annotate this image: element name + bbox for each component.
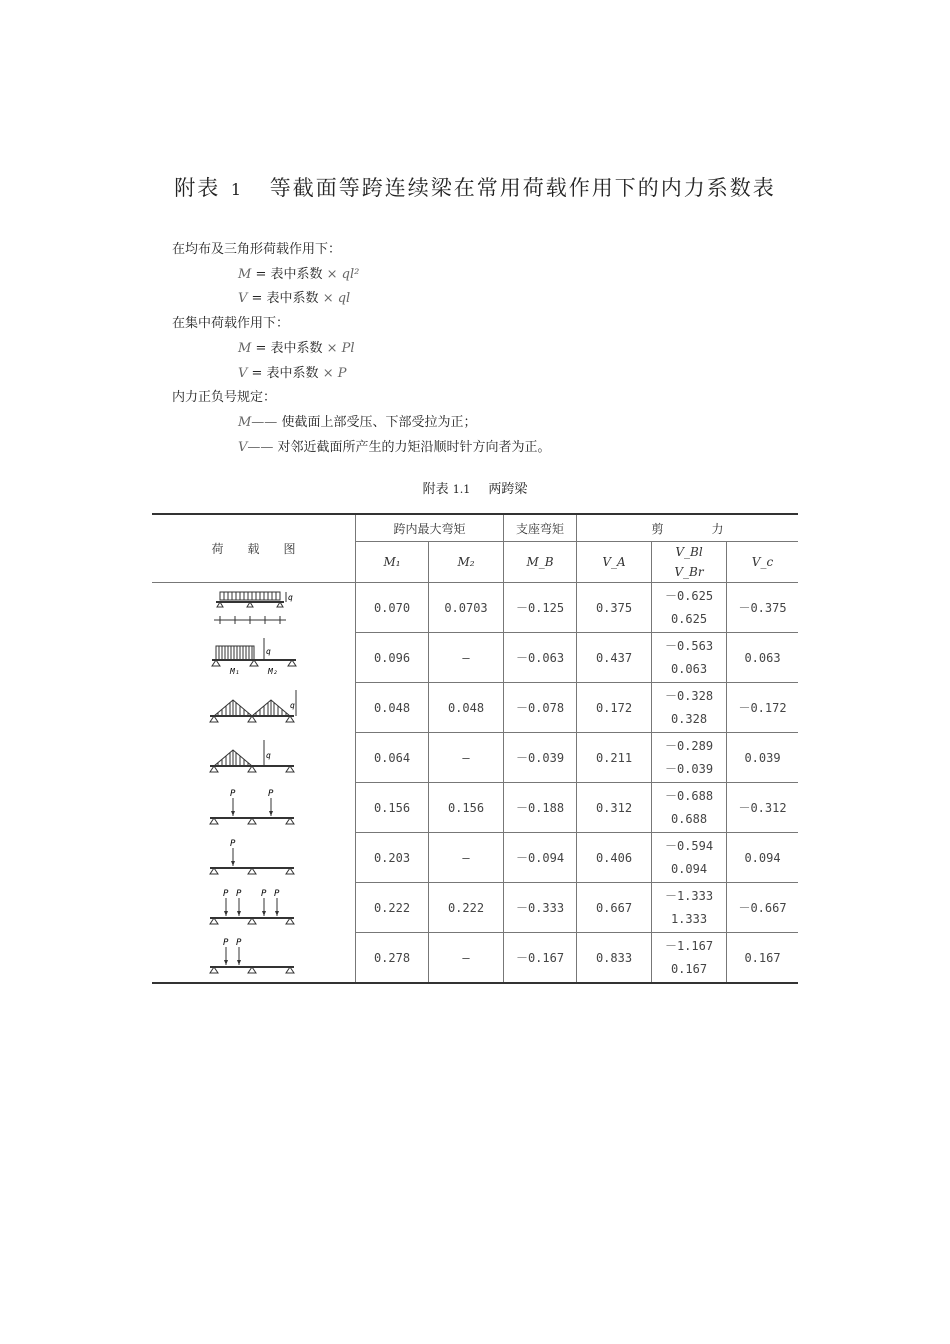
svg-text:M₂: M₂ (267, 666, 278, 676)
vc-cell: 0.167 (727, 933, 799, 984)
va-cell: 0.667 (577, 883, 652, 933)
header-vc: V_c (727, 542, 799, 583)
header-load: 荷 载 图 (152, 514, 356, 583)
vb-cell: －0.563 0.063 (652, 633, 727, 683)
header-vb: V_Bl V_Br (652, 542, 727, 583)
header-support-moment: 支座弯矩 (504, 514, 577, 542)
header-span-moment: 跨内最大弯矩 (356, 514, 504, 542)
vc-cell: 0.063 (727, 633, 799, 683)
intro-line-5: M = 表中系数 × Pl (238, 340, 355, 356)
intro-line-4: 在集中荷载作用下： (172, 316, 290, 332)
svg-text:P: P (235, 888, 241, 899)
m2-cell: — (429, 933, 504, 984)
svg-text:q: q (289, 700, 295, 710)
svg-text:P: P (222, 938, 228, 949)
header-m2: M₂ (429, 542, 504, 583)
vc-cell: －0.375 (727, 583, 799, 633)
mb-cell: －0.167 (504, 933, 577, 984)
vc-cell: 0.039 (727, 733, 799, 783)
m2-cell: 0.222 (429, 883, 504, 933)
page-title (0, 172, 950, 202)
vc-cell: －0.312 (727, 783, 799, 833)
table-row (152, 633, 798, 683)
vb-cell: －0.328 0.328 (652, 683, 727, 733)
va-cell: 0.172 (577, 683, 652, 733)
intro-text (172, 238, 551, 460)
mb-cell: －0.094 (504, 833, 577, 883)
mb-cell: －0.063 (504, 633, 577, 683)
title-prefix: 附表 (174, 176, 221, 200)
va-cell: 0.211 (577, 733, 652, 783)
table-row (152, 683, 798, 733)
m1-cell: 0.156 (356, 783, 429, 833)
va-cell: 0.312 (577, 783, 652, 833)
vc-cell: －0.172 (727, 683, 799, 733)
vb-cell: －0.594 0.094 (652, 833, 727, 883)
m1-cell: 0.096 (356, 633, 429, 683)
intro-line-6: V = 表中系数 × P (238, 365, 347, 381)
m1-cell: 0.048 (356, 683, 429, 733)
svg-text:P: P (229, 788, 235, 799)
va-cell: 0.406 (577, 833, 652, 883)
load-diagram (152, 633, 356, 683)
header-mb: M_B (504, 542, 577, 583)
intro-line-7: 内力正负号规定： (172, 390, 277, 406)
m1-cell: 0.222 (356, 883, 429, 933)
load-diagram (152, 683, 356, 733)
svg-text:M₁: M₁ (229, 666, 240, 676)
intro-line-8: M—— 使截面上部受压、下部受拉为正； (238, 414, 477, 430)
table-row (152, 783, 798, 833)
load-diagram (152, 733, 356, 783)
mb-cell: －0.125 (504, 583, 577, 633)
svg-text:P: P (229, 838, 235, 849)
load-diagram (152, 783, 356, 833)
vc-cell: －0.667 (727, 883, 799, 933)
svg-text:q: q (265, 646, 271, 656)
header-shear: 剪 力 (577, 514, 799, 542)
mb-cell: －0.333 (504, 883, 577, 933)
svg-text:q: q (287, 592, 293, 602)
intro-line-9: V—— 对邻近截面所产生的力矩沿顺时针方向者为正。 (238, 439, 551, 455)
m2-cell: — (429, 633, 504, 683)
vb-cell: －1.167 0.167 (652, 933, 727, 984)
m2-cell: — (429, 833, 504, 883)
svg-text:P: P (273, 888, 279, 899)
vb-cell: －0.688 0.688 (652, 783, 727, 833)
va-cell: 0.437 (577, 633, 652, 683)
coefficient-table (152, 513, 798, 984)
title-text: 等截面等跨连续梁在常用荷载作用下的内力系数表 (269, 176, 776, 200)
vb-cell: －0.289 －0.039 (652, 733, 727, 783)
title-number: 1 (230, 180, 244, 199)
svg-text:P: P (222, 888, 228, 899)
table-row (152, 933, 798, 984)
m2-cell: — (429, 733, 504, 783)
svg-text:P: P (235, 938, 241, 949)
table-row (152, 883, 798, 933)
header-m1: M₁ (356, 542, 429, 583)
svg-text:P: P (267, 788, 273, 799)
vc-cell: 0.094 (727, 833, 799, 883)
m1-cell: 0.070 (356, 583, 429, 633)
svg-text:q: q (265, 750, 271, 760)
table-row (152, 733, 798, 783)
load-diagram (152, 883, 356, 933)
va-cell: 0.833 (577, 933, 652, 984)
header-va: V_A (577, 542, 652, 583)
load-diagram (152, 833, 356, 883)
table-row (152, 583, 798, 633)
vb-cell: －0.625 0.625 (652, 583, 727, 633)
va-cell: 0.375 (577, 583, 652, 633)
svg-text:P: P (260, 888, 266, 899)
m1-cell: 0.278 (356, 933, 429, 984)
load-diagram (152, 583, 356, 633)
m1-cell: 0.064 (356, 733, 429, 783)
table-caption: 附表 1.1 两跨梁 (422, 482, 528, 497)
table-row (152, 833, 798, 883)
intro-line-1: 在均布及三角形荷载作用下： (172, 242, 342, 257)
mb-cell: －0.078 (504, 683, 577, 733)
m2-cell: 0.048 (429, 683, 504, 733)
vb-cell: －1.333 1.333 (652, 883, 727, 933)
mb-cell: －0.039 (504, 733, 577, 783)
m1-cell: 0.203 (356, 833, 429, 883)
intro-line-2: M = 表中系数 × ql² (238, 266, 360, 282)
intro-line-3: V = 表中系数 × ql (238, 291, 351, 307)
mb-cell: －0.188 (504, 783, 577, 833)
m2-cell: 0.0703 (429, 583, 504, 633)
m2-cell: 0.156 (429, 783, 504, 833)
load-diagram (152, 933, 356, 984)
